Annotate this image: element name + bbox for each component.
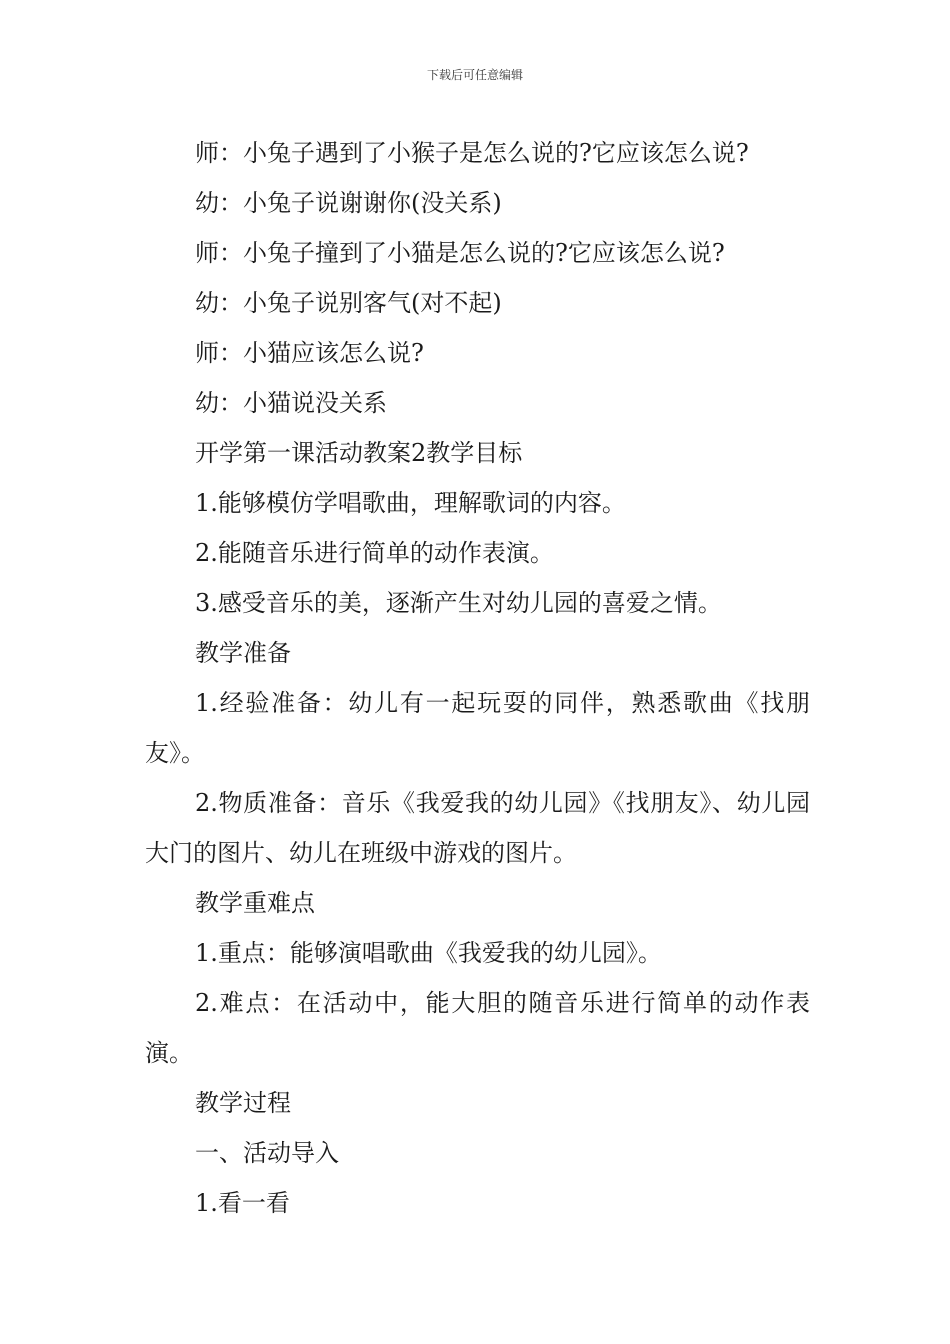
page-header: 下载后可任意编辑 bbox=[426, 68, 523, 82]
document-body bbox=[145, 128, 810, 1228]
dialogue-line: 幼：小兔子说谢谢你(没关系) bbox=[195, 189, 502, 217]
section-heading: 开学第一课活动教案2教学目标 bbox=[195, 439, 523, 467]
dialogue-line: 师：小猫应该怎么说? bbox=[195, 339, 424, 367]
section-heading: 教学准备 bbox=[195, 639, 291, 667]
goal-item: 2.能随音乐进行简单的动作表演。 bbox=[195, 539, 554, 567]
step-item: 1.看一看 bbox=[195, 1189, 290, 1217]
key-point-item: 2.难点：在活动中，能大胆的随音乐进行简单的动作表演。 bbox=[145, 989, 810, 1067]
preparation-item: 1.经验准备：幼儿有一起玩耍的同伴，熟悉歌曲《找朋友》。 bbox=[145, 689, 810, 767]
dialogue-line: 师：小兔子撞到了小猫是怎么说的?它应该怎么说? bbox=[195, 239, 725, 267]
key-point-item: 1.重点：能够演唱歌曲《我爱我的幼儿园》。 bbox=[195, 939, 662, 967]
preparation-item: 2.物质准备：音乐《我爱我的幼儿园》《找朋友》、幼儿园大门的图片、幼儿在班级中游戏的图片。 bbox=[145, 789, 810, 867]
section-heading: 教学过程 bbox=[195, 1089, 291, 1117]
subsection-heading: 一、活动导入 bbox=[195, 1139, 339, 1167]
dialogue-line: 幼：小兔子说别客气(对不起) bbox=[195, 289, 502, 317]
goal-item: 1.能够模仿学唱歌曲，理解歌词的内容。 bbox=[195, 489, 626, 517]
dialogue-line: 师：小兔子遇到了小猴子是怎么说的?它应该怎么说? bbox=[195, 139, 749, 167]
section-heading: 教学重难点 bbox=[195, 889, 315, 917]
goal-item: 3.感受音乐的美，逐渐产生对幼儿园的喜爱之情。 bbox=[195, 589, 722, 617]
dialogue-line: 幼：小猫说没关系 bbox=[195, 389, 387, 417]
